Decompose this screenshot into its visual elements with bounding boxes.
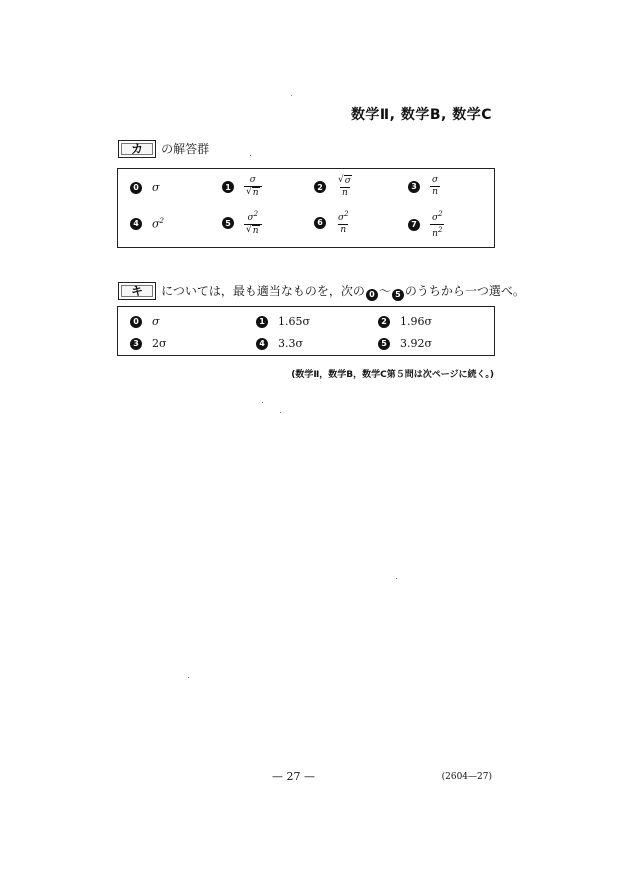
- fraction-denominator: n: [252, 188, 259, 198]
- page-number: — 27 —: [272, 770, 315, 783]
- option-number-badge: 5: [378, 338, 390, 350]
- answer-label-ki: キ: [118, 282, 156, 300]
- scan-speck: [291, 95, 292, 96]
- option-number-badge: 5: [222, 217, 234, 229]
- ka-options-box: [117, 168, 495, 248]
- option-fraction: [430, 175, 440, 198]
- ki-instruction-tail: のうちから一つ選べ。: [404, 284, 525, 298]
- numerator-exponent: 2: [253, 210, 259, 218]
- ki-option-2[interactable]: [378, 315, 432, 328]
- ki-option-4[interactable]: [256, 337, 303, 350]
- scan-speck: [396, 578, 397, 579]
- option-number-badge: 2: [378, 316, 390, 328]
- ki-instruction-row: [118, 280, 525, 301]
- option-value: σ: [152, 315, 160, 328]
- scan-speck: [250, 155, 251, 156]
- continuation-note: (数学Ⅱ，数学B，数学C第５問は次ページに続く。): [291, 370, 494, 380]
- option-fraction: [430, 209, 445, 240]
- option-value: σ: [152, 181, 160, 194]
- ka-option-1[interactable]: [222, 175, 262, 199]
- range-end-badge: 5: [392, 289, 404, 301]
- ka-option-6[interactable]: [314, 209, 351, 236]
- answer-label-ka: カ: [118, 140, 156, 158]
- numerator-exponent: 2: [438, 210, 443, 218]
- range-separator: ～: [378, 284, 391, 298]
- fraction-denominator: n: [432, 229, 438, 239]
- denominator-exponent: 2: [437, 226, 443, 234]
- fraction-denominator: n: [252, 226, 259, 236]
- option-fraction: [336, 175, 354, 199]
- fraction-numerator: σ: [432, 213, 439, 223]
- fraction-numerator: σ: [338, 213, 345, 223]
- ki-option-0[interactable]: [130, 315, 160, 328]
- option-number-badge: 7: [408, 219, 420, 231]
- fraction-denominator: n: [342, 188, 348, 198]
- ka-option-4[interactable]: [130, 217, 164, 231]
- option-number-badge: 4: [130, 218, 142, 230]
- option-number-badge: 1: [222, 181, 234, 193]
- ki-options-box: [117, 306, 495, 356]
- ki-option-3[interactable]: [130, 337, 167, 350]
- fraction-numerator: σ: [247, 213, 254, 223]
- option-number-badge: 4: [256, 338, 268, 350]
- option-value: 3.92σ: [400, 337, 433, 350]
- option-fraction: [336, 209, 351, 236]
- fraction-denominator: n: [340, 225, 347, 235]
- scan-speck: [188, 677, 189, 678]
- fraction-denominator: n: [432, 187, 438, 197]
- sqrt-symbol: √ n: [246, 225, 259, 236]
- ki-option-1[interactable]: [256, 315, 310, 328]
- ka-option-3[interactable]: [408, 175, 440, 198]
- sqrt-symbol: √ n: [246, 187, 259, 198]
- option-number-badge: 0: [130, 316, 142, 328]
- sqrt-symbol: √ σ: [338, 175, 351, 186]
- scan-speck: [262, 402, 263, 403]
- scan-speck: [280, 412, 281, 413]
- ka-label-row: [118, 138, 209, 158]
- ki-instruction-text: については，最も適当なものを，次の: [161, 284, 365, 298]
- option-value: 1.96σ: [400, 315, 433, 328]
- option-number-badge: 3: [130, 338, 142, 350]
- subject-header: 数学Ⅱ, 数学B, 数学C: [350, 107, 492, 123]
- document-code: (2604—27): [441, 772, 492, 782]
- ka-option-7[interactable]: [408, 209, 445, 240]
- option-fraction: [244, 175, 262, 199]
- fraction-numerator: σ: [249, 175, 256, 185]
- ki-option-5[interactable]: [378, 337, 432, 350]
- option-number-badge: 2: [314, 181, 326, 193]
- option-value: σ: [152, 217, 160, 231]
- option-number-badge: 6: [314, 217, 326, 229]
- fraction-numerator: σ: [344, 176, 351, 186]
- option-value: 1.65σ: [278, 315, 311, 328]
- option-value: 2σ: [152, 337, 167, 350]
- option-number-badge: 0: [130, 182, 142, 194]
- option-exponent: 2: [159, 217, 164, 225]
- option-value: 3.3σ: [278, 337, 304, 350]
- option-number-badge: 1: [256, 316, 268, 328]
- numerator-exponent: 2: [344, 210, 349, 218]
- option-fraction: [244, 209, 262, 237]
- ka-option-5[interactable]: [222, 209, 262, 237]
- option-number-badge: 3: [408, 181, 420, 193]
- ka-option-0[interactable]: [130, 181, 160, 194]
- ka-option-2[interactable]: [314, 175, 354, 199]
- fraction-numerator: σ: [432, 175, 439, 185]
- range-start-badge: 0: [366, 289, 378, 301]
- ka-group-caption: の解答群: [161, 142, 210, 156]
